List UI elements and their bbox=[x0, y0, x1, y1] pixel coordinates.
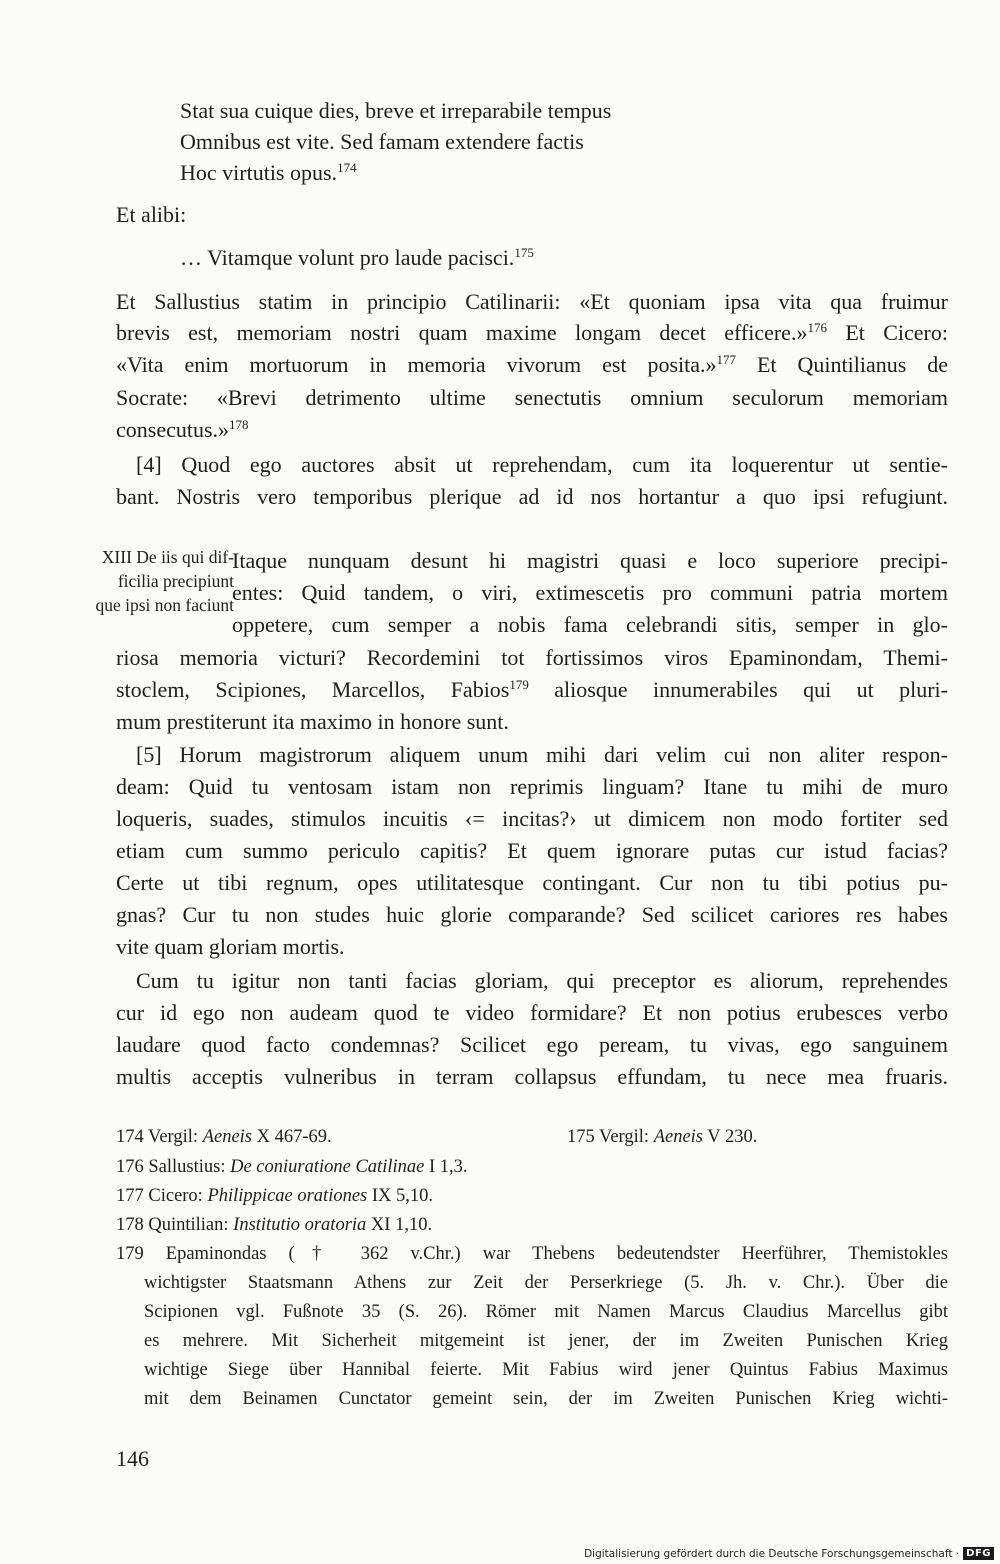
margin-note-line: ficilia precipiunt bbox=[117, 571, 234, 591]
footnote-ref-179: 179 bbox=[509, 677, 529, 692]
text-line: etiam cum summo periculo capitis? Et quem ignorare putas cur istud facias? bbox=[116, 838, 948, 863]
text-line: Et alibi: bbox=[116, 202, 187, 227]
text-line: entes: Quid tandem, o viri, extimescetis pro communi patria mortem bbox=[232, 580, 948, 605]
footnote-178: 178 Quintilian: Institutio oratoria XI 1,10. bbox=[116, 1215, 433, 1235]
text-line: Certe ut tibi regnum, opes utilitatesque contingant. Cur non tu tibi potius pu- bbox=[116, 870, 948, 895]
text-line: «Vita enim mortuorum in memoria vivorum est posita.»$^{177}$ Et Quintilianus de bbox=[116, 352, 948, 377]
text-line: riosa memoria victuri? Recordemini tot fortissimos viros Epaminondam, Themi- bbox=[116, 645, 948, 670]
footnote-ref-174: 174 bbox=[337, 160, 357, 175]
footnote-179-line: wichtigster Staatsmann Athens zur Zeit der Perserkriege (5. Jh. v. Chr.). Über die bbox=[144, 1273, 948, 1293]
text-line: multis acceptis vulneribus in terram collapsus effundam, tu nece mea fruaris. bbox=[116, 1064, 948, 1089]
footnote-ref-177: 177 bbox=[716, 352, 737, 367]
footnote-174: 174 Vergil: Aeneis X 467-69. bbox=[116, 1127, 332, 1147]
text-line: deam: Quid tu ventosam istam non reprimis linguam? Itane tu mihi de muro bbox=[116, 774, 948, 799]
digitization-credit bbox=[584, 1547, 994, 1560]
text-line: Et Sallustius statim in principio Catilinarii: «Et quoniam ipsa vita qua fruimur bbox=[116, 289, 948, 314]
footnote-ref-175: 175 bbox=[514, 245, 534, 260]
text-line: brevis est, memoriam nostri quam maxime longam decet efficere.»$^{176}$ Et Cicero: bbox=[116, 320, 948, 345]
text-line: cur id ego non audeam quod te video formidare? Et non potius erubesces verbo bbox=[116, 1000, 948, 1025]
page-number: 146 bbox=[116, 1446, 149, 1471]
footnote-175: 175 Vergil: Aeneis V 230. bbox=[567, 1127, 758, 1147]
text-line: consecutus.»$^{178}$ bbox=[116, 417, 249, 442]
footnote-ref-178: 178 bbox=[229, 417, 249, 432]
text-line: mum prestiterunt ita maximo in honore sunt. bbox=[116, 709, 509, 734]
text-line: bant. Nostris vero temporibus plerique ad id nos hortantur a quo ipsi refugiunt. bbox=[116, 484, 948, 509]
margin-note bbox=[95, 545, 234, 617]
credit-text: Digitalisierung gefördert durch die Deutsche Forschungsgemeinschaft · bbox=[584, 1547, 960, 1560]
margin-note-line: que ipsi non faciunt bbox=[95, 595, 234, 615]
dfg-logo: DFG bbox=[963, 1547, 994, 1560]
text-line: [5] Horum magistrorum aliquem unum mihi dari velim cui non aliter respon- bbox=[136, 742, 948, 767]
text-line: loqueris, suades, stimulos incuitis ‹= incitas?› ut dimicem non modo fortiter sed bbox=[116, 806, 948, 831]
text-line: gnas? Cur tu non studes huic glorie comparande? Sed scilicet cariores res habes bbox=[116, 902, 948, 927]
footnote-ref-176: 176 bbox=[807, 320, 827, 335]
text-line: stoclem, Scipiones, Marcellos, Fabios$^{179}$ aliosque innumerabiles qui ut pluri- bbox=[116, 677, 948, 702]
text-line: [4] Quod ego auctores absit ut reprehendam, cum ita loquerentur ut sentie- bbox=[136, 452, 948, 477]
footnote-177: 177 Cicero: Philippicae orationes IX 5,10. bbox=[116, 1186, 434, 1206]
verse-line: Stat sua cuique dies, breve et irreparabile tempus bbox=[180, 98, 612, 123]
footnote-179-line: Scipionen vgl. Fußnote 35 (S. 26). Römer mit Namen Marcus Claudius Marcellus gibt bbox=[144, 1302, 948, 1322]
footnote-179-line: es mehrere. Mit Sicherheit mitgemeint ist jener, der im Zweiten Punischen Krieg bbox=[144, 1331, 948, 1351]
verse-line: … Vitamque volunt pro laude pacisci.$^{175}$ bbox=[180, 245, 534, 270]
text-line: Socrate: «Brevi detrimento ultime senectutis omnium seculorum memoriam bbox=[116, 385, 948, 410]
text-line: laudare quod facto condemnas? Scilicet ego peream, tu vivas, ego sanguinem bbox=[116, 1032, 948, 1057]
text-line: Itaque nunquam desunt hi magistri quasi e loco superiore precipi- bbox=[232, 548, 948, 573]
footnote-176: 176 Sallustius: De coniuratione Catilinae I 1,3. bbox=[116, 1157, 468, 1177]
verse-line: Hoc virtutis opus.$^{174}$ bbox=[180, 160, 357, 185]
footnote-179-line: wichtige Siege über Hannibal feierte. Mit Fabius wird jener Quintus Fabius Maximus bbox=[144, 1360, 948, 1380]
text-line: Cum tu igitur non tanti facias gloriam, qui preceptor es aliorum, reprehendes bbox=[136, 968, 948, 993]
text-line: vite quam gloriam mortis. bbox=[116, 934, 345, 959]
margin-note-line: XIII De iis qui dif- bbox=[101, 547, 234, 567]
footnote-179-line: 179 Epaminondas († 362 v.Chr.) war Thebens bedeutendster Heerführer, Themistokles bbox=[116, 1244, 948, 1264]
verse-line: Omnibus est vite. Sed famam extendere factis bbox=[180, 129, 584, 154]
footnote-179-line: mit dem Beinamen Cunctator gemeint sein, der im Zweiten Punischen Krieg wichti- bbox=[144, 1389, 948, 1409]
text-line: oppetere, cum semper a nobis fama celebrandi sitis, semper in glo- bbox=[232, 612, 948, 637]
